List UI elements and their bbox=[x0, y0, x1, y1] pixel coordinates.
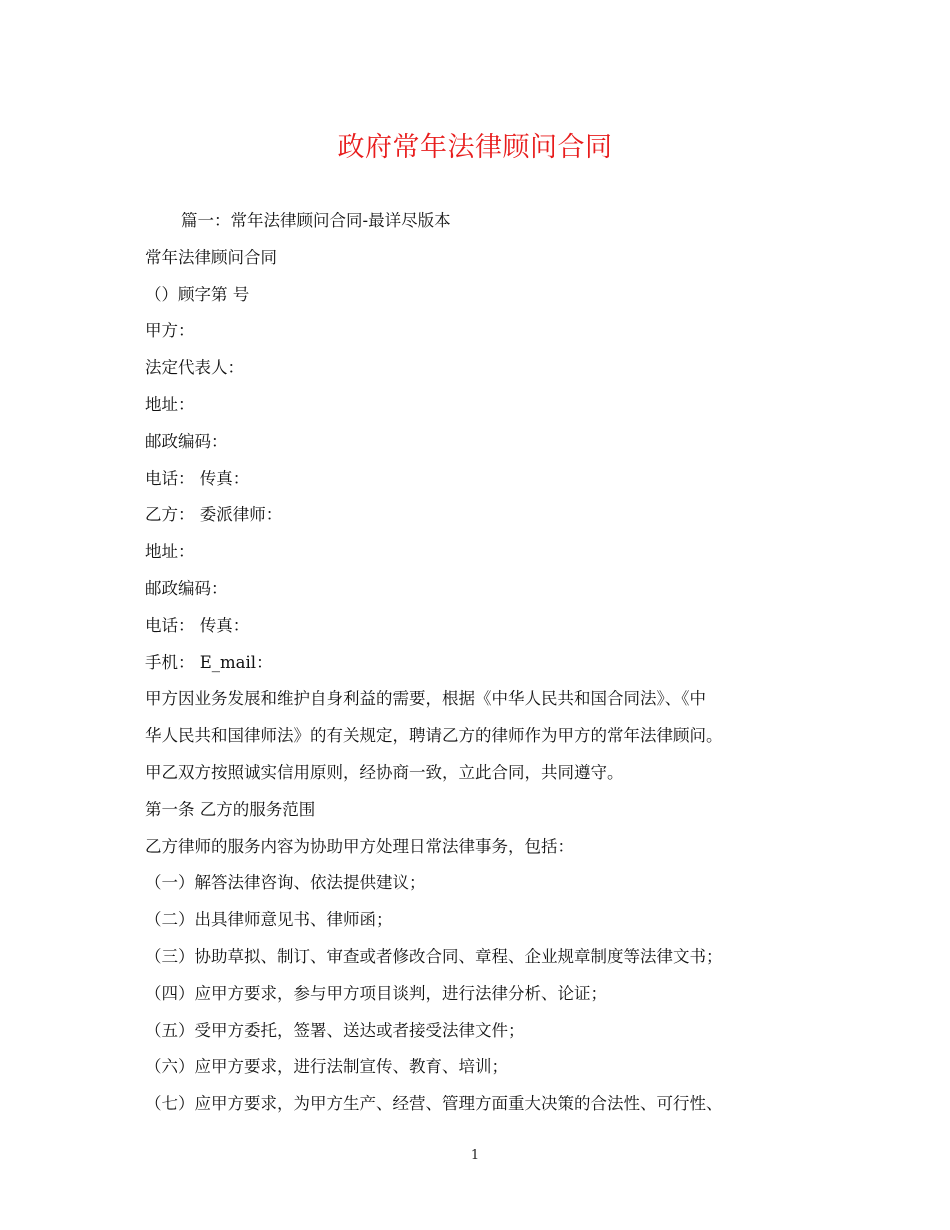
article-heading: 第一条 乙方的服务范围 bbox=[145, 799, 316, 819]
mobile-email-line: 手机： E_mail： bbox=[145, 652, 273, 672]
page-number: 1 bbox=[470, 1148, 480, 1163]
service-item: （七）应甲方要求，为甲方生产、经营、管理方面重大决策的合法性、可行性、 bbox=[145, 1094, 723, 1114]
preamble-line: 甲方因业务发展和维护自身利益的需要，根据《中华人民共和国合同法》、《中 bbox=[145, 689, 706, 709]
party-b-postcode-line: 邮政编码： bbox=[145, 578, 228, 598]
party-b-phone-fax-line: 电话： 传真： bbox=[145, 615, 250, 635]
party-a-line: 甲方： bbox=[145, 321, 195, 341]
legal-representative-line: 法定代表人： bbox=[145, 358, 244, 378]
party-b-address-line: 地址： bbox=[145, 542, 195, 562]
contract-name-line: 常年法律顾问合同 bbox=[145, 247, 277, 267]
party-b-lawyer-line: 乙方： 委派律师： bbox=[145, 505, 283, 525]
service-item: （四）应甲方要求，参与甲方项目谈判，进行法律分析、论证； bbox=[145, 983, 607, 1003]
document-title: 政府常年法律顾问合同 bbox=[337, 132, 613, 163]
service-item: （五）受甲方委托，签署、送达或者接受法律文件； bbox=[145, 1020, 525, 1040]
service-item: （二）出具律师意见书、律师函； bbox=[145, 910, 393, 930]
preamble-line: 华人民共和国律师法》的有关规定，聘请乙方的律师作为甲方的常年法律顾问。 bbox=[145, 726, 723, 746]
section-heading: 篇一：常年法律顾问合同-最详尽版本 bbox=[181, 211, 451, 230]
document-body bbox=[145, 203, 805, 1123]
service-item: （六）应甲方要求，进行法制宣传、教育、培训； bbox=[145, 1057, 508, 1077]
contract-number-line: （）顾字第 号 bbox=[145, 284, 250, 304]
preamble-line: 甲乙双方按照诚实信用原则，经协商一致，立此合同，共同遵守。 bbox=[145, 762, 624, 782]
party-a-postcode-line: 邮政编码： bbox=[145, 431, 228, 451]
service-item: （三）协助草拟、制订、审查或者修改合同、章程、企业规章制度等法律文书； bbox=[145, 946, 723, 966]
party-a-address-line: 地址： bbox=[145, 394, 195, 414]
party-a-phone-fax-line: 电话： 传真： bbox=[145, 468, 250, 488]
service-item: （一）解答法律咨询、依法提供建议； bbox=[145, 873, 426, 893]
article-intro-line: 乙方律师的服务内容为协助甲方处理日常法律事务，包括： bbox=[145, 836, 574, 856]
